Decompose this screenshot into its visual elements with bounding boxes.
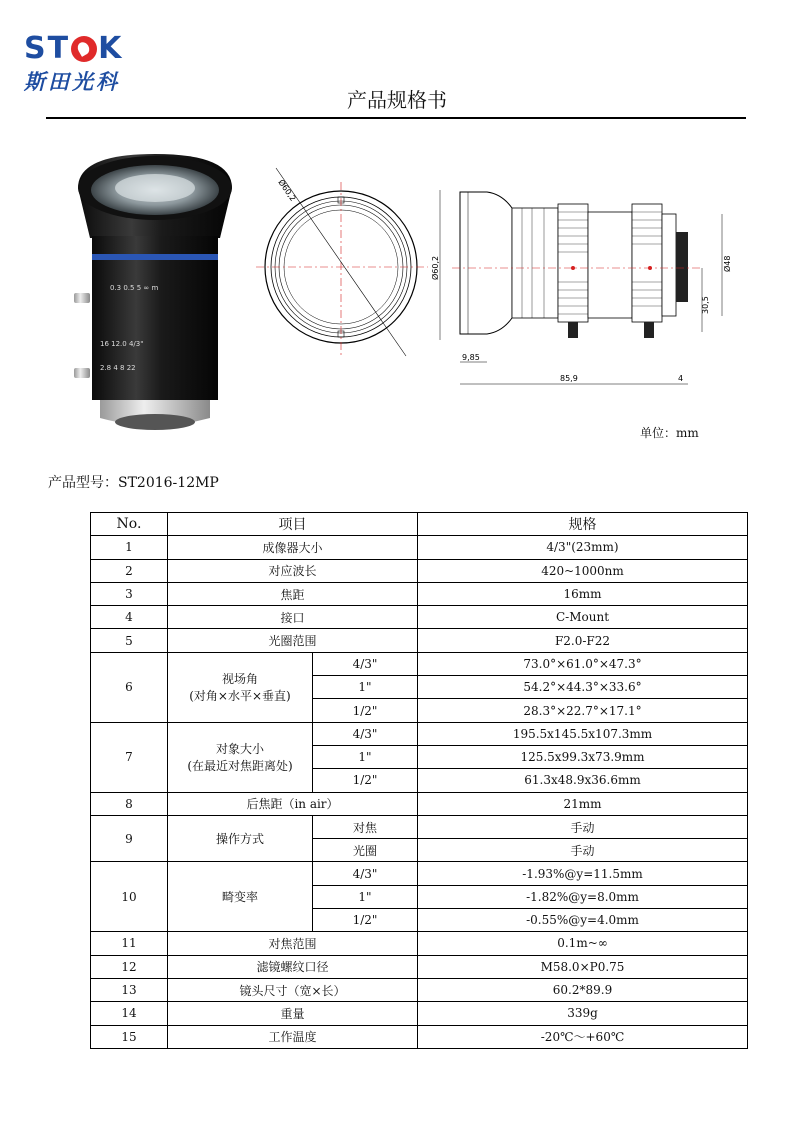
row-item: 接口 bbox=[168, 606, 418, 629]
row-sub-label: 4/3" bbox=[313, 652, 418, 675]
row-item: 镜头尺寸（宽×长） bbox=[168, 978, 418, 1001]
row-spec: 0.1m~∞ bbox=[418, 932, 748, 955]
rear-diameter-label: Ø48 bbox=[723, 255, 732, 272]
row-item: 成像器大小 bbox=[168, 536, 418, 559]
row-sub-label: 1/2" bbox=[313, 909, 418, 932]
row-sub-label: 1/2" bbox=[313, 699, 418, 722]
unit-label: 单位：mm bbox=[640, 426, 699, 440]
row-no: 12 bbox=[91, 955, 168, 978]
lens-iris-scale: 16 12.0 4/3" bbox=[100, 340, 144, 348]
lens-fstop-scale: 2.8 4 8 22 bbox=[100, 364, 136, 372]
logo-chinese-name: 斯田光科 bbox=[24, 70, 120, 94]
row-spec: 28.3°×22.7°×17.1° bbox=[418, 699, 748, 722]
header-item: 项目 bbox=[168, 513, 418, 536]
row-no: 3 bbox=[91, 582, 168, 605]
row-no: 15 bbox=[91, 1025, 168, 1048]
row-spec: 21mm bbox=[418, 792, 748, 815]
table-row bbox=[91, 955, 748, 978]
row-spec: 54.2°×44.3°×33.6° bbox=[418, 676, 748, 699]
table-row bbox=[91, 722, 748, 745]
row-spec: -20℃～+60℃ bbox=[418, 1025, 748, 1048]
row-spec: 420~1000nm bbox=[418, 559, 748, 582]
table-header-row bbox=[91, 513, 748, 536]
title-divider bbox=[46, 117, 746, 119]
row-no: 6 bbox=[91, 652, 168, 722]
row-spec: 手动 bbox=[418, 815, 748, 838]
row-item: 对应波长 bbox=[168, 559, 418, 582]
row-no: 9 bbox=[91, 815, 168, 862]
row-spec: 16mm bbox=[418, 582, 748, 605]
row-spec: 125.5x99.3x73.9mm bbox=[418, 745, 748, 768]
row-sub-label: 对焦 bbox=[313, 815, 418, 838]
logo-emblem-icon bbox=[71, 36, 97, 62]
row-spec: 73.0°×61.0°×47.3° bbox=[418, 652, 748, 675]
row-item: 滤镜螺纹口径 bbox=[168, 955, 418, 978]
row-item: 操作方式 bbox=[168, 815, 313, 862]
flange-dim-label: 9,85 bbox=[462, 353, 480, 362]
back-dim-label: 4 bbox=[678, 374, 684, 383]
row-spec: -0.55%@y=4.0mm bbox=[418, 909, 748, 932]
header-spec: 规格 bbox=[418, 513, 748, 536]
front-diameter-label: Ø60,2 bbox=[276, 177, 298, 203]
row-no: 14 bbox=[91, 1002, 168, 1025]
row-spec: 339g bbox=[418, 1002, 748, 1025]
row-item-multiline bbox=[168, 652, 313, 722]
table-row bbox=[91, 629, 748, 652]
lens-photo bbox=[70, 148, 240, 438]
logo-brand-tail: K bbox=[98, 31, 124, 66]
company-logo bbox=[24, 31, 154, 94]
row-item: 视场角 bbox=[221, 672, 258, 687]
row-spec: F2.0-F22 bbox=[418, 629, 748, 652]
row-no: 10 bbox=[91, 862, 168, 932]
row-item-sub: (在最近对焦距离处) bbox=[187, 759, 293, 774]
row-spec: -1.82%@y=8.0mm bbox=[418, 885, 748, 908]
row-sub-label: 1" bbox=[313, 745, 418, 768]
table-row bbox=[91, 606, 748, 629]
table-row bbox=[91, 978, 748, 1001]
row-no: 1 bbox=[91, 536, 168, 559]
row-sub-label: 1" bbox=[313, 676, 418, 699]
table-row bbox=[91, 862, 748, 885]
row-spec: 195.5x145.5x107.3mm bbox=[418, 722, 748, 745]
table-row bbox=[91, 792, 748, 815]
row-spec: 60.2*89.9 bbox=[418, 978, 748, 1001]
table-row bbox=[91, 582, 748, 605]
table-row bbox=[91, 1025, 748, 1048]
row-item: 畸变率 bbox=[168, 862, 313, 932]
row-item: 对焦范围 bbox=[168, 932, 418, 955]
row-sub-label: 光圈 bbox=[313, 839, 418, 862]
table-row bbox=[91, 536, 748, 559]
row-spec: M58.0×P0.75 bbox=[418, 955, 748, 978]
table-row bbox=[91, 815, 748, 838]
side-view-drawing bbox=[432, 180, 750, 400]
row-no: 13 bbox=[91, 978, 168, 1001]
row-item: 对象大小 bbox=[215, 742, 264, 757]
logo-brand-text: ST bbox=[24, 31, 71, 66]
row-no: 8 bbox=[91, 792, 168, 815]
row-no: 7 bbox=[91, 722, 168, 792]
row-no: 5 bbox=[91, 629, 168, 652]
row-item: 光圈范围 bbox=[168, 629, 418, 652]
row-item: 工作温度 bbox=[168, 1025, 418, 1048]
row-no: 2 bbox=[91, 559, 168, 582]
row-sub-label: 4/3" bbox=[313, 862, 418, 885]
table-row bbox=[91, 1002, 748, 1025]
spec-table bbox=[90, 512, 748, 1049]
row-item: 重量 bbox=[168, 1002, 418, 1025]
table-row bbox=[91, 932, 748, 955]
table-row bbox=[91, 652, 748, 675]
row-spec: C-Mount bbox=[418, 606, 748, 629]
row-sub-label: 1" bbox=[313, 885, 418, 908]
row-sub-label: 4/3" bbox=[313, 722, 418, 745]
model-label: 产品型号：ST2016-12MP bbox=[48, 475, 219, 491]
row-item-sub: (对角×水平×垂直) bbox=[189, 689, 291, 704]
lens-focus-scale: 0.3 0.5 5 ∞ m bbox=[110, 284, 159, 292]
row-sub-label: 1/2" bbox=[313, 769, 418, 792]
side-diameter-label: Ø60,2 bbox=[431, 255, 440, 280]
row-no: 4 bbox=[91, 606, 168, 629]
row-spec: 61.3x48.9x36.6mm bbox=[418, 769, 748, 792]
row-spec: 4/3"(23mm) bbox=[418, 536, 748, 559]
row-item-multiline bbox=[168, 722, 313, 792]
height-dim-label: 30,5 bbox=[701, 296, 710, 314]
table-row bbox=[91, 559, 748, 582]
header-no: No. bbox=[91, 513, 168, 536]
row-no: 11 bbox=[91, 932, 168, 955]
front-view-drawing bbox=[256, 160, 428, 360]
row-item: 焦距 bbox=[168, 582, 418, 605]
row-spec: -1.93%@y=11.5mm bbox=[418, 862, 748, 885]
row-spec: 手动 bbox=[418, 839, 748, 862]
row-item: 后焦距（in air） bbox=[168, 792, 418, 815]
length-dim-label: 85,9 bbox=[560, 374, 578, 383]
document-title: 产品规格书 bbox=[347, 88, 447, 112]
